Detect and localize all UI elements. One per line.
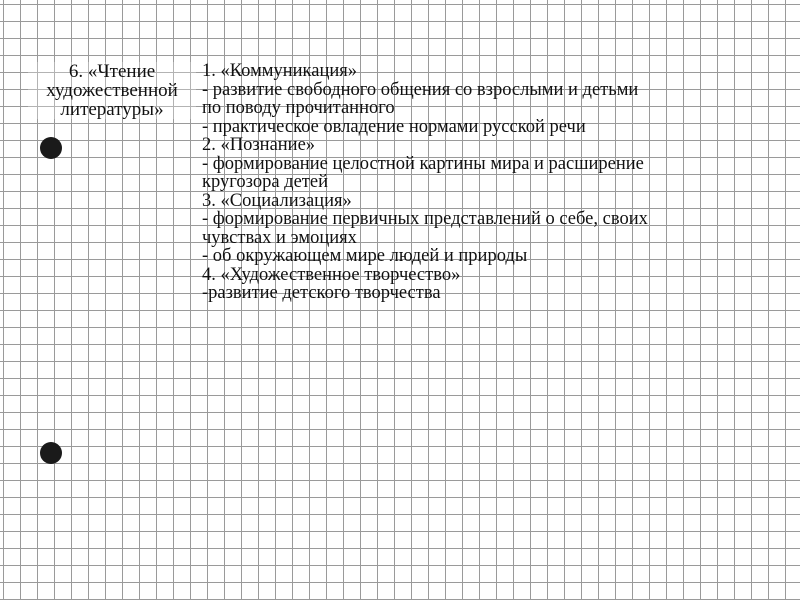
content-line: кругозора детей <box>202 172 328 192</box>
binder-hole-top <box>40 137 62 159</box>
content-line: по поводу прочитанного <box>202 98 395 118</box>
content-line: 4. «Художественное творчество» <box>202 264 461 285</box>
content-line: - об окружающем мире людей и природы <box>202 246 528 266</box>
content-line: - развитие свободного общения со взрослыми и детьми <box>202 79 639 100</box>
content-line: 2. «Познание» <box>202 135 316 155</box>
content-line: - практическое овладение нормами русской речи <box>202 116 586 137</box>
content-line: -развитие детского творчества <box>202 283 441 303</box>
subject-line: литературы» <box>60 99 164 120</box>
subject-line: 6. «Чтение <box>68 61 156 82</box>
content-cell <box>202 62 782 303</box>
content-line: чувствах и эмоциях <box>202 227 357 248</box>
subject-line: художественной <box>46 80 178 101</box>
content-line: - формирование первичных представлений о себе, своих <box>202 209 648 229</box>
content-line: 3. «Социализация» <box>202 190 352 211</box>
binder-hole-bottom <box>40 442 62 464</box>
content-line: 1. «Коммуникация» <box>202 61 358 81</box>
subject-cell <box>28 62 196 119</box>
content-line: - формирование целостной картины мира и расширение <box>202 153 644 174</box>
